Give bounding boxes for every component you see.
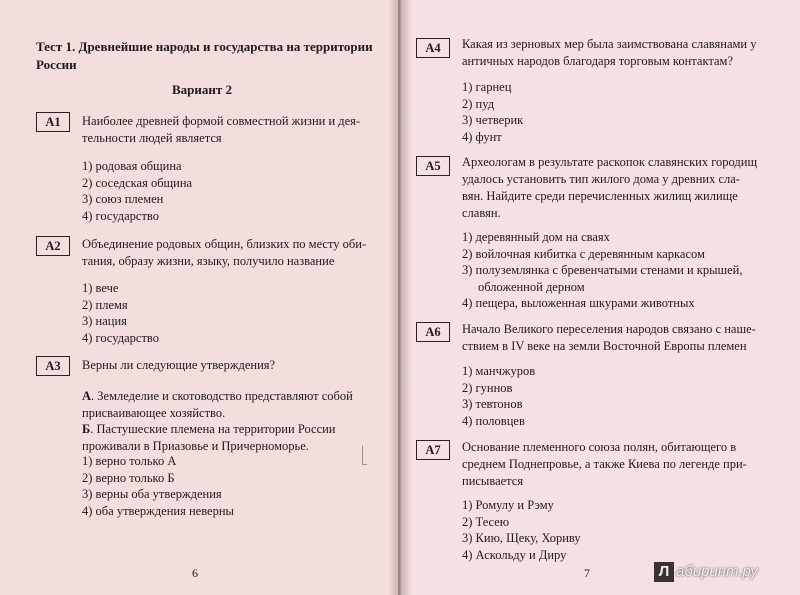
options-a4 [462, 79, 523, 145]
book-spine-shadow [388, 0, 412, 595]
option: 3) Кию, Щеку, Хориву [462, 531, 581, 545]
options-a7 [462, 497, 581, 563]
options-a6 [462, 363, 535, 429]
option: 1) деревянный дом на сваях [462, 230, 610, 244]
option: 2) соседская община [82, 175, 193, 190]
question-label-a1: A1 [36, 112, 70, 132]
question-text-a1: Наиболее древней формой совместной жизни и дея-тельности людей является [82, 114, 361, 145]
statement-a-text: . Земледелие и скотоводство представляют собой присваивающее хозяйство. [82, 389, 353, 420]
question-label-a4: A4 [416, 38, 450, 58]
option: 4) оба утверждения неверны [82, 503, 234, 518]
question-text-a3: Верны ли следующие утверждения? [82, 358, 276, 372]
option: 4) половцев [462, 413, 525, 428]
option: 1) Ромулу и Рэму [462, 498, 554, 512]
watermark-logo [654, 562, 758, 582]
page-number-left: 6 [192, 566, 198, 580]
option: 3) верны оба утверждения [82, 487, 222, 501]
option: 2) войлочная кибитка с деревянным каркасом [462, 246, 705, 261]
question-text-a2: Объединение родовых общин, близких по месту оби-тания, образу жизни, языку, получило название [82, 237, 367, 268]
question-label-a7: A7 [416, 440, 450, 460]
option: 2) Тесею [462, 514, 510, 529]
option: 1) вече [82, 281, 119, 295]
option-continuation: обложенной дерном [478, 279, 585, 294]
scan-mark [362, 446, 367, 465]
option: 4) государство [82, 330, 159, 345]
option: 1) гарнец [462, 80, 512, 94]
watermark-text: абиринт.ру [676, 563, 758, 580]
options-a5 [462, 229, 742, 312]
option: 2) верно только Б [82, 470, 175, 485]
statement-b-label: Б [82, 422, 91, 436]
options-a3 [82, 453, 234, 519]
option: 3) нация [82, 314, 127, 328]
question-label-a5: A5 [416, 156, 450, 176]
question-label-a2: A2 [36, 236, 70, 256]
option: 3) тевтонов [462, 397, 523, 411]
options-a1 [82, 158, 192, 224]
page-number-right: 7 [584, 566, 590, 580]
option: 1) родовая община [82, 159, 182, 173]
variant-heading: Вариант 2 [172, 82, 233, 97]
option: 2) гуннов [462, 380, 513, 395]
statement-b-text: . Пастушеские племена на территории России проживали в Приазовье и Причерноморье. [82, 422, 336, 453]
option: 1) верно только А [82, 454, 177, 468]
watermark-badge: Л [654, 562, 674, 582]
option: 2) племя [82, 297, 128, 312]
statement-a [82, 388, 370, 421]
option: 4) фунт [462, 129, 502, 144]
question-text-a7: Основание племенного союза полян, обитающего в среднем Поднепровье, а также Киева по легенде при-писывается [462, 440, 747, 488]
option: 4) пещера, выложенная шкурами животных [462, 296, 695, 310]
right-page [400, 0, 800, 595]
question-label-a6: A6 [416, 322, 450, 342]
question-label-a3: A3 [36, 356, 70, 376]
option: 3) четверик [462, 113, 524, 127]
option: 3) полуземлянка с бревенчатыми стенами и крышей, [462, 263, 743, 277]
question-text-a5: Археологам в результате раскопок славянских городищ удалось установить тип жилого дома у древних сла-вян. Найдите среди перечисленных жилищ жилище славян. [462, 155, 758, 220]
test-title: Тест 1. Древнейшие народы и государства на территории России [36, 39, 373, 72]
option: 4) Аскольду и Диру [462, 547, 567, 562]
question-text-a6: Начало Великого переселения народов связано с наше-ствием в IV веке на земли Восточной Европы племен [462, 322, 756, 353]
statement-a-label: А [82, 389, 92, 403]
option: 1) манчжуров [462, 364, 536, 378]
option: 2) пуд [462, 96, 495, 111]
option: 4) государство [82, 208, 159, 223]
statement-b [82, 421, 370, 454]
option: 3) союз племен [82, 192, 164, 206]
left-page [0, 0, 399, 595]
question-text-a4: Какая из зерновых мер была заимствована славянами у античных народов благодаря торговым контактам? [462, 37, 757, 68]
options-a2 [82, 280, 159, 346]
